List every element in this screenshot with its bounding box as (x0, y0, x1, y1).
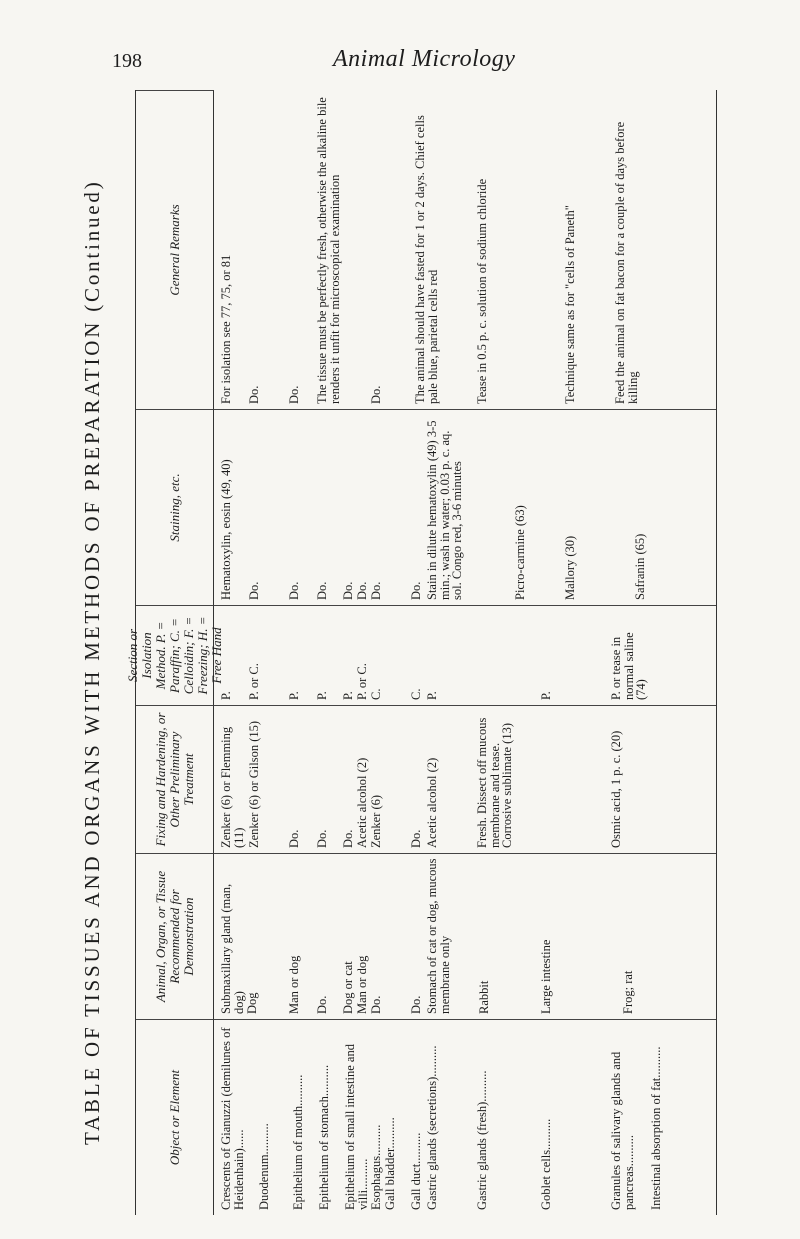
fixing-cell: Fresh. Dissect off mucous membrane and tease. Corrosive sublimate (13) (475, 717, 515, 848)
fixing-cell: Do. (409, 829, 423, 848)
column-staining (214, 409, 716, 605)
page-number: 198 (112, 50, 142, 72)
object-cell: Gastric glands (secretions).......... (425, 1045, 439, 1210)
fixing-cell: Do. (341, 829, 355, 848)
remarks-cell: The tissue must be perfectly fresh, otherwise the alkaline bile renders it unfit for microscopical examination (315, 97, 342, 404)
animal-cell: Do. (315, 995, 329, 1014)
remarks-cell: Do. (369, 385, 383, 404)
animal-cell: Stomach of cat or dog, mucous membrane only (425, 858, 452, 1014)
section-cell: C. (409, 688, 423, 700)
fixing-cell: Acetic alcohol (2) (355, 757, 369, 848)
section-cell: P. or C. (247, 663, 261, 700)
section-cell: P. (315, 691, 329, 700)
fixing-cell: Do. (287, 829, 301, 848)
animal-cell: Large intestine (539, 939, 553, 1014)
section-cell: P. (425, 691, 439, 700)
object-cell: Epithelium of small intestine and villi.......... (343, 1044, 370, 1210)
remarks-cell: Do. (287, 385, 301, 404)
staining-cell: Do. (247, 581, 261, 600)
remarks-cell: Tease in 0.5 p. c. solution of sodium chloride (475, 178, 489, 404)
preparation-table (124, 90, 717, 1215)
column-animal (214, 853, 716, 1019)
fixing-cell: Do. (315, 829, 329, 848)
fixing-cell: Zenker (6) or Flemming (11) (219, 726, 246, 848)
section-cell: P. or C. (355, 663, 369, 700)
animal-cell: Do. (409, 995, 423, 1014)
fixing-cell: Osmic acid, 1 p. c. (20) (609, 730, 623, 848)
header-animal: Animal, Organ, or Tissue Recommended for Demonstration (136, 853, 214, 1019)
staining-cell: Safranin (65) (633, 533, 647, 600)
animal-cell: Submaxillary gland (man, dog) (219, 883, 246, 1014)
remarks-cell: The animal should have fasted for 1 or 2 days. Chief cells pale blue, parietal cells red (413, 115, 440, 404)
object-cell: Goblet cells.......... (539, 1118, 553, 1210)
section-cell: P. (287, 691, 301, 700)
staining-cell: Picro-carmine (63) (513, 505, 527, 600)
section-cell: P. (219, 691, 233, 700)
staining-cell: Do. (341, 581, 355, 600)
animal-cell: Do. (369, 995, 383, 1014)
animal-cell: Rabbit (477, 980, 491, 1014)
section-cell: C. (369, 688, 383, 700)
fixing-cell: Zenker (6) or Gilson (15) (247, 720, 261, 848)
animal-cell: Frog; rat (621, 970, 635, 1014)
page-header (0, 0, 800, 90)
remarks-cell: For isolation see 77, 75, or 81 (219, 254, 233, 404)
header-remarks: General Remarks (136, 90, 214, 409)
object-cell: Gall bladder.......... (383, 1117, 397, 1210)
object-cell: Gastric glands (fresh).......... (475, 1070, 489, 1210)
object-cell: Epithelium of stomach.......... (317, 1064, 331, 1210)
staining-cell: Do. (315, 581, 329, 600)
staining-cell: Stain in dilute hematoxylin (49) 3-5 min.; wash in water; 0.03 p. c. aq. sol. Congo red, 3-6 minutes (425, 420, 465, 600)
staining-cell: Do. (355, 581, 369, 600)
object-cell: Esophagus.......... (369, 1124, 383, 1210)
column-section (214, 605, 716, 705)
animal-cell: Man or dog (355, 955, 369, 1014)
section-cell: P. or tease in normal saline (74) (609, 632, 649, 700)
column-fixing (214, 705, 716, 853)
object-cell: Gall duct.......... (409, 1132, 423, 1210)
header-section: Section or Isolation Method. P. = Paraffin; C. = Celloidin; F. = Freezing; H. = Free Hand (136, 605, 214, 705)
header-staining: Staining, etc. (136, 409, 214, 605)
staining-cell: Do. (409, 581, 423, 600)
staining-cell: Do. (369, 581, 383, 600)
object-cell: Crescents of Gianuzzi (demilunes of Heidenhain)...... (219, 1027, 246, 1210)
table-title (80, 105, 120, 1220)
animal-cell: Dog (245, 992, 259, 1014)
animal-cell: Man or dog (287, 955, 301, 1014)
remarks-cell: Do. (247, 385, 261, 404)
animal-cell: Dog or cat (341, 961, 355, 1014)
fixing-cell: Acetic alcohol (2) (425, 757, 439, 848)
column-object (214, 1019, 716, 1215)
fixing-cell: Zenker (6) (369, 794, 383, 848)
table-title-text: TABLE OF TISSUES AND ORGANS WITH METHODS OF PREPARATION (Continued) (80, 179, 104, 1146)
object-cell: Epithelium of mouth.......... (291, 1074, 305, 1210)
header-object: Object or Element (136, 1019, 214, 1215)
section-cell: P. (341, 691, 355, 700)
section-cell: P. (539, 691, 553, 700)
staining-cell: Do. (287, 581, 301, 600)
staining-cell: Mallory (30) (563, 535, 577, 600)
object-cell: Duodenum.......... (257, 1123, 271, 1210)
object-cell: Intestinal absorption of fat.......... (649, 1046, 663, 1210)
header-fixing: Fixing and Hardening, or Other Preliminary Treatment (136, 705, 214, 853)
staining-cell: Hematoxylin, eosin (49, 40) (219, 459, 233, 600)
object-cell: Granules of salivary glands and pancreas.......... (609, 1051, 636, 1210)
running-title: Animal Micrology (333, 46, 516, 72)
column-remarks (214, 90, 716, 409)
remarks-cell: Feed the animal on fat bacon for a couple of days before killing (613, 121, 640, 404)
remarks-cell: Technique same as for "cells of Paneth" (563, 205, 577, 404)
